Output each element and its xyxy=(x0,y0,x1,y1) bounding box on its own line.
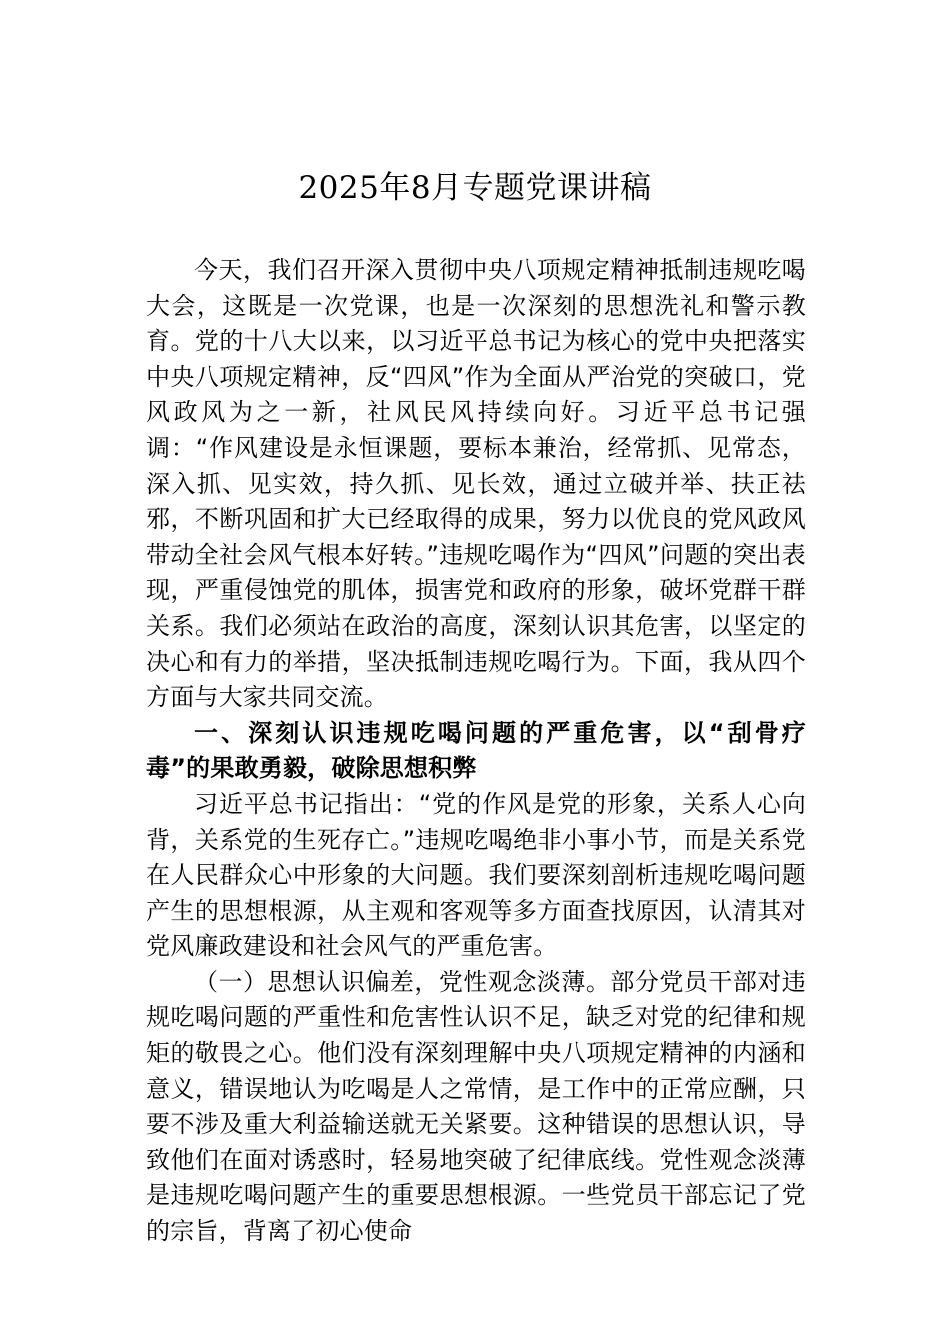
body-paragraph: 习近平总书记指出：“党的作风是党的形象，关系人心向背，关系党的生死存亡。”违规吃喝绝非小事小节，而是关系党在人民群众心中形象的大问题。我们要深刻剖析违规吃喝问题产生的思想根源，从主观和客观等多方面查找原因，认清其对党风廉政建设和社会风气的严重危害。 xyxy=(146,789,806,961)
section-heading: 一、深刻认识违规吃喝问题的严重危害，以“刮骨疗毒”的果敢勇毅，破除思想积弊 xyxy=(146,718,806,783)
document-title: 2025年8月专题党课讲稿 xyxy=(298,170,652,206)
document-body xyxy=(146,253,806,1250)
body-paragraph: 今天，我们召开深入贯彻中央八项规定精神抵制违规吃喝大会，这既是一次党课，也是一次深刻的思想洗礼和警示教育。党的十八大以来，以习近平总书记为核心的党中央把落实中央八项规定精神，反“四风”作为全面从严治党的突破口，党风政风为之一新，社风民风持续向好。习近平总书记强调：“作风建设是永恒课题，要标本兼治，经常抓、见常态，深入抓、见实效，持久抓、见长效，通过立破并举、扶正祛邪，不断巩固和扩大已经取得的成果，努力以优良的党风政风带动全社会风气根本好转。”违规吃喝作为“四风”问题的突出表现，严重侵蚀党的肌体，损害党和政府的形象，破坏党群干群关系。我们必须站在政治的高度，深刻认识其危害，以坚定的决心和有力的举措，坚决抵制违规吃喝行为。下面，我从四个方面与大家共同交流。 xyxy=(146,256,806,712)
body-paragraph: （一）思想认识偏差，党性观念淡薄。部分党员干部对违规吃喝问题的严重性和危害性认识不足，缺乏对党的纪律和规矩的敬畏之心。他们没有深刻理解中央八项规定精神的内涵和意义，错误地认为吃喝是人之常情，是工作中的正常应酬，只要不涉及重大利益输送就无关紧要。这种错误的思想认识，导致他们在面对诱惑时，轻易地突破了纪律底线。党性观念淡薄是违规吃喝问题产生的重要思想根源。一些党员干部忘记了党的宗旨，背离了初心使命 xyxy=(146,967,806,1246)
